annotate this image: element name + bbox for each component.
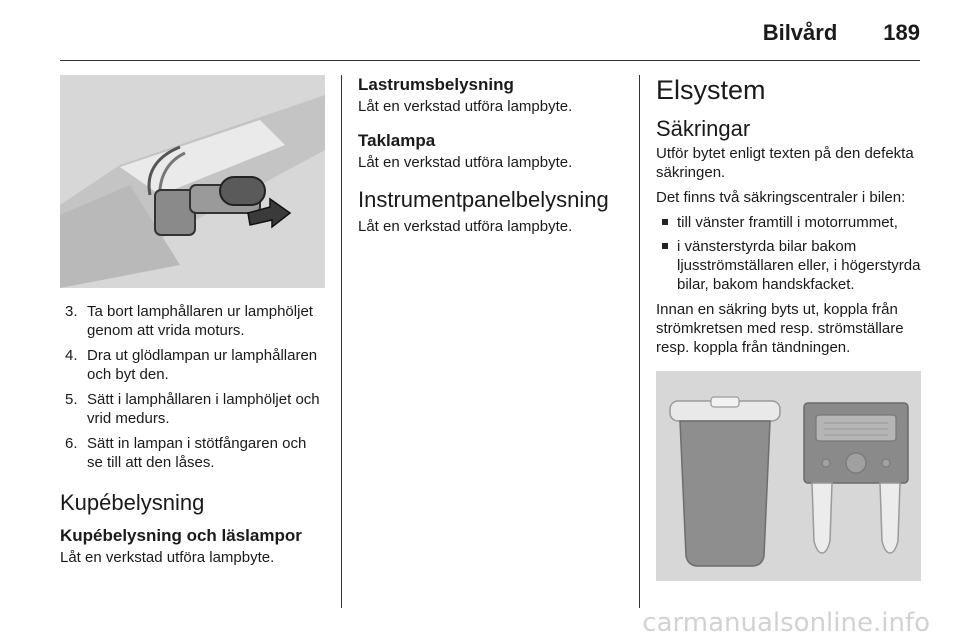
column-3 xyxy=(656,75,921,581)
kupe-heading: Kupébelysning xyxy=(60,490,205,515)
step-item: 3. Ta bort lamphållaren ur lamphöljet genom att vrida moturs. xyxy=(65,303,313,339)
lastrum-heading: Lastrumsbelysning xyxy=(358,75,514,94)
page-number: 189 xyxy=(883,20,920,45)
fuse-illustration xyxy=(656,371,921,581)
column-divider-2 xyxy=(639,75,640,608)
step-item: 6. Sätt in lampan i stötfångaren och se till att den låses. xyxy=(65,435,307,471)
header-rule xyxy=(60,60,920,61)
taklampa-heading: Taklampa xyxy=(358,131,436,150)
watermark-text: carmanualsonline.info xyxy=(642,608,930,638)
lastrum-section xyxy=(358,75,623,116)
elsystem-title: Elsystem xyxy=(656,75,766,105)
header-section-title: Bilvård xyxy=(762,20,838,45)
lastrum-text: Låt en verkstad utföra lampbyte. xyxy=(358,98,573,115)
sakringar-heading: Säkringar xyxy=(656,116,751,141)
fuse-centers-text: Det finns två säkringscentraler i bilen: xyxy=(656,189,906,206)
taklampa-text: Låt en verkstad utföra lampbyte. xyxy=(358,154,573,171)
instruction-steps xyxy=(60,302,325,472)
step-item: 4. Dra ut glödlampan ur lamphållaren och byt den. xyxy=(65,347,318,383)
list-item: i vänsterstyrda bilar bakom ljusströmställaren eller, i högerstyrda bilar, bakom handskfacket. xyxy=(656,237,921,294)
taklampa-section xyxy=(358,131,623,172)
page-header xyxy=(763,20,920,46)
sakringar-intro: Utför bytet enligt texten på den defekta säkringen. xyxy=(656,145,914,181)
list-item: till vänster framtill i motorrummet, xyxy=(656,213,921,232)
instrument-text: Låt en verkstad utföra lampbyte. xyxy=(358,218,573,235)
kupe-text: Låt en verkstad utföra lampbyte. xyxy=(60,549,275,566)
step-item: 5. Sätt i lamphållaren i lamphöljet och vrid medurs. xyxy=(65,391,320,427)
instrument-section xyxy=(358,187,623,236)
column-1 xyxy=(60,75,325,567)
lamp-holder-illustration xyxy=(60,75,325,288)
kupe-sub-heading: Kupébelysning och läslampor xyxy=(60,526,302,545)
column-2 xyxy=(358,75,623,251)
column-divider-1 xyxy=(341,75,342,608)
fuse-warning-text: Innan en säkring byts ut, koppla från strömkretsen med resp. strömställare resp. koppla från tändningen. xyxy=(656,301,904,356)
instrument-heading: Instrumentpanelbelysning xyxy=(358,187,609,212)
fuse-centers-list xyxy=(656,213,921,294)
